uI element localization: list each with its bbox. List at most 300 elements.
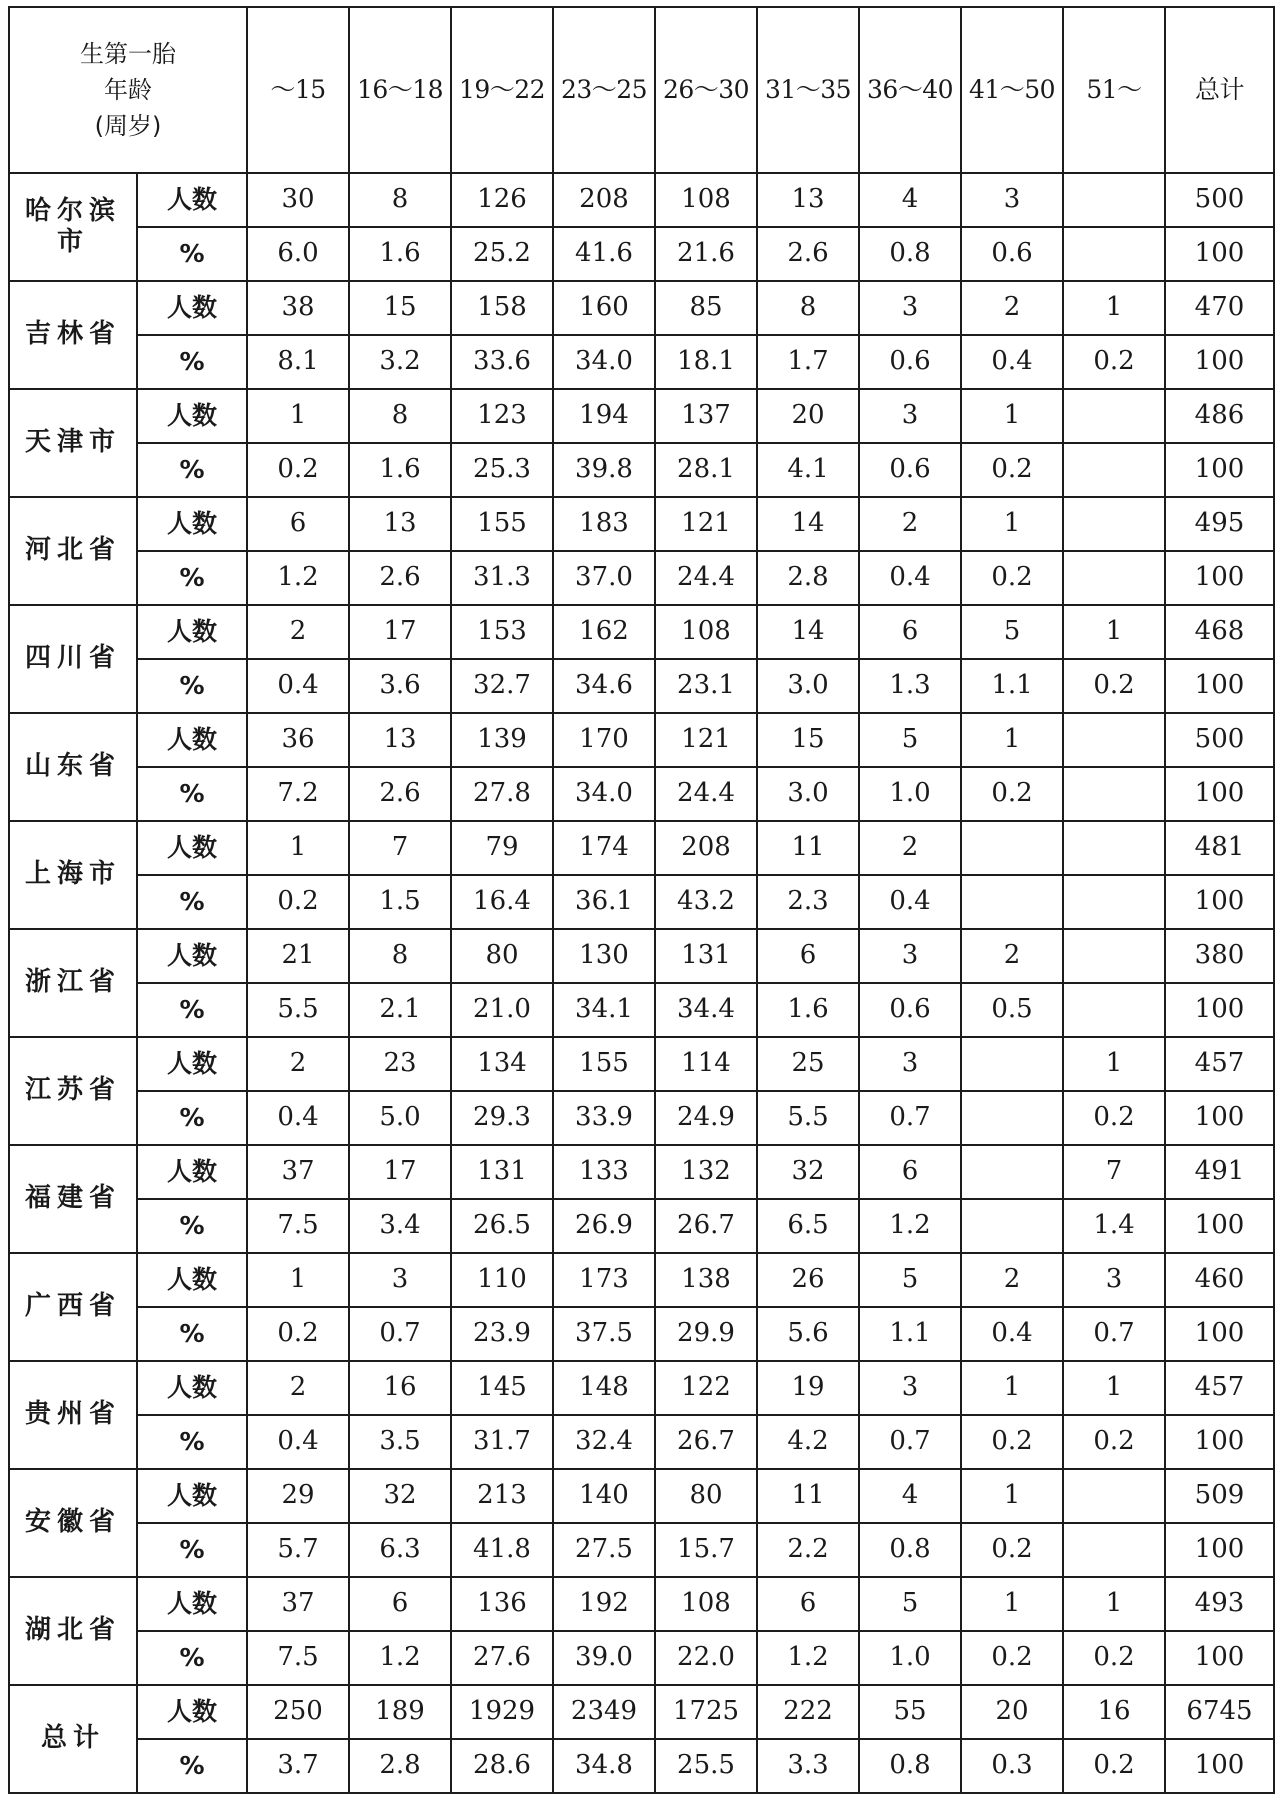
table-row [9, 821, 1274, 875]
data-cell [1063, 875, 1165, 929]
data-cell: 139 [451, 713, 553, 767]
data-cell: 2 [247, 1037, 349, 1091]
data-cell: 21.0 [451, 983, 553, 1037]
data-cell: 100 [1165, 767, 1274, 821]
measure-label-count: 人数 [137, 605, 247, 659]
data-cell: 100 [1165, 983, 1274, 1037]
data-cell [961, 1145, 1063, 1199]
data-cell: 4 [859, 1469, 961, 1523]
data-cell [1063, 551, 1165, 605]
data-cell: 20 [961, 1685, 1063, 1739]
table-row [9, 659, 1274, 713]
data-cell: 155 [553, 1037, 655, 1091]
data-cell: 0.4 [961, 1307, 1063, 1361]
data-cell: 148 [553, 1361, 655, 1415]
data-cell: 2.8 [757, 551, 859, 605]
data-cell: 34.6 [553, 659, 655, 713]
data-cell: 0.6 [961, 227, 1063, 281]
table-row [9, 1361, 1274, 1415]
data-cell: 36 [247, 713, 349, 767]
data-cell: 5 [859, 713, 961, 767]
data-cell: 19 [757, 1361, 859, 1415]
data-cell: 100 [1165, 1091, 1274, 1145]
data-cell: 1.2 [349, 1631, 451, 1685]
table-row [9, 1685, 1274, 1739]
data-cell: 1.6 [349, 443, 451, 497]
data-cell: 0.6 [859, 335, 961, 389]
data-cell: 17 [349, 1145, 451, 1199]
data-cell: 108 [655, 605, 757, 659]
data-cell: 32.4 [553, 1415, 655, 1469]
data-cell: 100 [1165, 1523, 1274, 1577]
data-cell: 1.7 [757, 335, 859, 389]
data-cell: 6.0 [247, 227, 349, 281]
column-header: 51～ [1063, 7, 1165, 173]
data-cell: 486 [1165, 389, 1274, 443]
data-cell: 0.2 [961, 1631, 1063, 1685]
data-cell: 5 [859, 1577, 961, 1631]
data-cell: 2 [247, 605, 349, 659]
data-cell: 28.1 [655, 443, 757, 497]
data-cell: 32.7 [451, 659, 553, 713]
data-cell: 1 [961, 1469, 1063, 1523]
data-cell: 7.5 [247, 1631, 349, 1685]
data-cell: 155 [451, 497, 553, 551]
measure-label-count: 人数 [137, 1253, 247, 1307]
region-label: 河北省 [9, 497, 137, 605]
data-cell: 7.2 [247, 767, 349, 821]
data-cell: 1 [1063, 1037, 1165, 1091]
data-cell: 126 [451, 173, 553, 227]
measure-label-count: 人数 [137, 929, 247, 983]
data-cell: 173 [553, 1253, 655, 1307]
data-cell: 25.3 [451, 443, 553, 497]
data-cell: 29 [247, 1469, 349, 1523]
data-cell: 29.3 [451, 1091, 553, 1145]
corner-header-cell [9, 7, 247, 173]
measure-label-percent: % [137, 227, 247, 281]
data-cell: 6 [859, 1145, 961, 1199]
table-row [9, 335, 1274, 389]
data-cell: 1 [247, 389, 349, 443]
data-cell: 23.9 [451, 1307, 553, 1361]
data-cell: 6.5 [757, 1199, 859, 1253]
data-cell: 8 [349, 929, 451, 983]
measure-label-percent: % [137, 1091, 247, 1145]
region-label: 天津市 [9, 389, 137, 497]
data-cell: 2.2 [757, 1523, 859, 1577]
data-cell: 3.0 [757, 767, 859, 821]
data-cell: 1725 [655, 1685, 757, 1739]
column-header: 26～30 [655, 7, 757, 173]
data-cell: 3.4 [349, 1199, 451, 1253]
table-row [9, 1037, 1274, 1091]
data-cell: 16.4 [451, 875, 553, 929]
data-cell: 0.4 [961, 335, 1063, 389]
data-cell: 1 [1063, 281, 1165, 335]
data-cell: 192 [553, 1577, 655, 1631]
data-cell: 32 [349, 1469, 451, 1523]
region-label: 四川省 [9, 605, 137, 713]
table-row [9, 1307, 1274, 1361]
table-row [9, 497, 1274, 551]
measure-label-percent: % [137, 1523, 247, 1577]
data-cell: 0.2 [961, 551, 1063, 605]
data-cell: 170 [553, 713, 655, 767]
measure-label-percent: % [137, 659, 247, 713]
data-cell: 140 [553, 1469, 655, 1523]
data-cell: 100 [1165, 443, 1274, 497]
data-cell: 3 [859, 1037, 961, 1091]
region-label: 广西省 [9, 1253, 137, 1361]
data-cell: 13 [349, 713, 451, 767]
data-cell: 5.5 [757, 1091, 859, 1145]
data-cell: 100 [1165, 1199, 1274, 1253]
region-label: 总计 [9, 1685, 137, 1793]
region-label: 贵州省 [9, 1361, 137, 1469]
data-cell: 134 [451, 1037, 553, 1091]
data-cell: 1 [961, 389, 1063, 443]
data-cell: 100 [1165, 335, 1274, 389]
data-cell: 1.5 [349, 875, 451, 929]
data-cell: 1.4 [1063, 1199, 1165, 1253]
table-row [9, 983, 1274, 1037]
table-row [9, 443, 1274, 497]
measure-label-percent: % [137, 551, 247, 605]
data-cell: 2 [961, 1253, 1063, 1307]
data-cell: 5.7 [247, 1523, 349, 1577]
data-cell: 3 [349, 1253, 451, 1307]
corner-line: (周岁) [94, 112, 162, 140]
data-cell: 2.6 [757, 227, 859, 281]
table-row [9, 1145, 1274, 1199]
data-cell: 108 [655, 173, 757, 227]
measure-label-percent: % [137, 767, 247, 821]
data-cell: 11 [757, 821, 859, 875]
data-cell: 23 [349, 1037, 451, 1091]
measure-label-percent: % [137, 335, 247, 389]
data-cell: 470 [1165, 281, 1274, 335]
data-cell: 3.7 [247, 1739, 349, 1793]
data-cell: 34.0 [553, 767, 655, 821]
table-row [9, 1253, 1274, 1307]
data-cell: 0.6 [859, 443, 961, 497]
data-cell: 468 [1165, 605, 1274, 659]
data-cell [1063, 227, 1165, 281]
data-cell: 27.8 [451, 767, 553, 821]
data-cell: 29.9 [655, 1307, 757, 1361]
measure-label-percent: % [137, 1739, 247, 1793]
data-cell: 0.2 [1063, 659, 1165, 713]
data-cell: 500 [1165, 173, 1274, 227]
data-cell: 7 [1063, 1145, 1165, 1199]
data-cell: 3 [859, 1361, 961, 1415]
data-cell: 6.3 [349, 1523, 451, 1577]
data-cell: 39.8 [553, 443, 655, 497]
table-row [9, 1199, 1274, 1253]
data-cell: 145 [451, 1361, 553, 1415]
table-row [9, 281, 1274, 335]
measure-label-percent: % [137, 1415, 247, 1469]
table-row [9, 1631, 1274, 1685]
column-header: 41～50 [961, 7, 1063, 173]
data-cell: 1929 [451, 1685, 553, 1739]
table-row [9, 767, 1274, 821]
table-row [9, 1577, 1274, 1631]
data-cell: 37 [247, 1145, 349, 1199]
data-cell: 0.4 [859, 875, 961, 929]
data-cell: 457 [1165, 1037, 1274, 1091]
data-cell [961, 1091, 1063, 1145]
data-cell: 6 [859, 605, 961, 659]
table-row [9, 551, 1274, 605]
data-cell [1063, 713, 1165, 767]
data-cell: 222 [757, 1685, 859, 1739]
data-cell: 174 [553, 821, 655, 875]
data-cell: 18.1 [655, 335, 757, 389]
data-cell: 37.5 [553, 1307, 655, 1361]
data-cell: 3.0 [757, 659, 859, 713]
column-header: ～15 [247, 7, 349, 173]
region-label: 湖北省 [9, 1577, 137, 1685]
table-row [9, 173, 1274, 227]
data-cell: 153 [451, 605, 553, 659]
table-row [9, 929, 1274, 983]
data-cell: 481 [1165, 821, 1274, 875]
data-cell: 13 [349, 497, 451, 551]
measure-label-percent: % [137, 1307, 247, 1361]
data-cell: 4 [859, 173, 961, 227]
data-cell: 0.2 [1063, 335, 1165, 389]
data-cell: 1.2 [757, 1631, 859, 1685]
measure-label-count: 人数 [137, 1685, 247, 1739]
table-row [9, 1523, 1274, 1577]
table-row [9, 1469, 1274, 1523]
region-label: 上海市 [9, 821, 137, 929]
data-cell: 7 [349, 821, 451, 875]
data-cell: 1 [961, 713, 1063, 767]
data-cell: 208 [655, 821, 757, 875]
data-cell: 0.2 [247, 875, 349, 929]
measure-label-count: 人数 [137, 173, 247, 227]
data-cell: 24.4 [655, 551, 757, 605]
data-cell: 32 [757, 1145, 859, 1199]
data-cell: 194 [553, 389, 655, 443]
data-cell: 80 [451, 929, 553, 983]
measure-label-count: 人数 [137, 1469, 247, 1523]
data-cell: 1.6 [757, 983, 859, 1037]
region-label: 哈尔滨市 [9, 173, 137, 281]
data-cell: 41.8 [451, 1523, 553, 1577]
data-cell: 2349 [553, 1685, 655, 1739]
data-cell: 1.1 [859, 1307, 961, 1361]
data-cell: 136 [451, 1577, 553, 1631]
data-cell: 132 [655, 1145, 757, 1199]
column-header: 16～18 [349, 7, 451, 173]
data-cell: 0.2 [961, 1415, 1063, 1469]
data-cell: 5 [859, 1253, 961, 1307]
data-cell: 3.6 [349, 659, 451, 713]
data-cell: 460 [1165, 1253, 1274, 1307]
data-cell: 55 [859, 1685, 961, 1739]
measure-label-count: 人数 [137, 281, 247, 335]
data-cell: 114 [655, 1037, 757, 1091]
data-cell: 6 [247, 497, 349, 551]
data-cell [1063, 1469, 1165, 1523]
data-cell [1063, 1523, 1165, 1577]
data-cell: 0.5 [961, 983, 1063, 1037]
data-cell: 208 [553, 173, 655, 227]
data-cell: 5.5 [247, 983, 349, 1037]
measure-label-percent: % [137, 983, 247, 1037]
data-cell: 0.2 [961, 1523, 1063, 1577]
data-cell: 1 [247, 1253, 349, 1307]
data-cell: 25.5 [655, 1739, 757, 1793]
data-cell: 110 [451, 1253, 553, 1307]
data-cell: 2 [961, 929, 1063, 983]
data-cell: 8 [757, 281, 859, 335]
data-cell: 183 [553, 497, 655, 551]
data-cell [961, 875, 1063, 929]
data-cell [1063, 929, 1165, 983]
data-cell: 0.7 [1063, 1307, 1165, 1361]
column-header: 19～22 [451, 7, 553, 173]
data-cell: 1.2 [247, 551, 349, 605]
data-cell: 0.7 [859, 1091, 961, 1145]
data-cell: 33.9 [553, 1091, 655, 1145]
data-cell: 0.3 [961, 1739, 1063, 1793]
data-cell: 79 [451, 821, 553, 875]
data-cell: 2 [859, 821, 961, 875]
data-cell: 80 [655, 1469, 757, 1523]
data-cell: 100 [1165, 1739, 1274, 1793]
data-cell: 31.7 [451, 1415, 553, 1469]
data-cell [1063, 443, 1165, 497]
data-cell: 1.2 [859, 1199, 961, 1253]
data-cell: 3 [859, 389, 961, 443]
data-cell [1063, 173, 1165, 227]
data-cell: 100 [1165, 659, 1274, 713]
data-cell: 21.6 [655, 227, 757, 281]
data-cell: 100 [1165, 551, 1274, 605]
data-cell: 27.6 [451, 1631, 553, 1685]
data-cell: 21 [247, 929, 349, 983]
data-cell: 23.1 [655, 659, 757, 713]
data-cell: 34.1 [553, 983, 655, 1037]
data-cell: 34.4 [655, 983, 757, 1037]
table-row [9, 713, 1274, 767]
measure-label-percent: % [137, 875, 247, 929]
data-cell: 4.2 [757, 1415, 859, 1469]
data-cell: 0.7 [859, 1415, 961, 1469]
data-cell: 457 [1165, 1361, 1274, 1415]
data-cell: 1.1 [961, 659, 1063, 713]
column-header: 31～35 [757, 7, 859, 173]
column-header: 23～25 [553, 7, 655, 173]
data-cell [961, 1199, 1063, 1253]
table-row [9, 1739, 1274, 1793]
data-cell: 16 [1063, 1685, 1165, 1739]
data-cell: 100 [1165, 1307, 1274, 1361]
corner-line: 年龄 [104, 76, 152, 104]
data-cell: 5.0 [349, 1091, 451, 1145]
data-cell: 43.2 [655, 875, 757, 929]
data-cell: 131 [655, 929, 757, 983]
data-cell: 26.7 [655, 1415, 757, 1469]
data-cell: 0.2 [247, 1307, 349, 1361]
measure-label-count: 人数 [137, 713, 247, 767]
data-cell: 6 [757, 929, 859, 983]
table-row [9, 389, 1274, 443]
data-cell: 100 [1165, 875, 1274, 929]
corner-line: 生第一胎 [80, 40, 176, 68]
data-cell: 15.7 [655, 1523, 757, 1577]
data-cell: 131 [451, 1145, 553, 1199]
data-cell: 0.2 [1063, 1739, 1165, 1793]
data-cell: 27.5 [553, 1523, 655, 1577]
data-cell: 160 [553, 281, 655, 335]
data-cell: 6745 [1165, 1685, 1274, 1739]
region-label: 山东省 [9, 713, 137, 821]
table-row [9, 605, 1274, 659]
data-cell [1063, 389, 1165, 443]
header-row [9, 7, 1274, 173]
data-cell: 2.3 [757, 875, 859, 929]
data-cell: 0.2 [961, 767, 1063, 821]
column-header: 36～40 [859, 7, 961, 173]
data-cell: 26.9 [553, 1199, 655, 1253]
data-cell: 0.2 [1063, 1091, 1165, 1145]
data-cell [961, 1037, 1063, 1091]
data-cell: 15 [757, 713, 859, 767]
data-cell: 2.1 [349, 983, 451, 1037]
data-cell: 189 [349, 1685, 451, 1739]
data-cell: 5 [961, 605, 1063, 659]
data-cell: 13 [757, 173, 859, 227]
data-cell: 100 [1165, 1415, 1274, 1469]
data-cell: 26.5 [451, 1199, 553, 1253]
data-cell: 31.3 [451, 551, 553, 605]
data-cell: 11 [757, 1469, 859, 1523]
data-cell: 4.1 [757, 443, 859, 497]
measure-label-count: 人数 [137, 497, 247, 551]
data-cell: 0.2 [961, 443, 1063, 497]
region-label: 江苏省 [9, 1037, 137, 1145]
table-row [9, 875, 1274, 929]
data-cell: 1 [1063, 1577, 1165, 1631]
data-cell [1063, 821, 1165, 875]
data-cell: 2.8 [349, 1739, 451, 1793]
data-cell: 1.0 [859, 1631, 961, 1685]
data-cell: 1 [247, 821, 349, 875]
data-cell: 14 [757, 497, 859, 551]
measure-label-count: 人数 [137, 821, 247, 875]
data-cell: 133 [553, 1145, 655, 1199]
data-cell: 25.2 [451, 227, 553, 281]
data-cell: 491 [1165, 1145, 1274, 1199]
data-cell: 8.1 [247, 335, 349, 389]
region-label: 吉林省 [9, 281, 137, 389]
data-cell: 3.5 [349, 1415, 451, 1469]
data-cell: 20 [757, 389, 859, 443]
data-cell: 0.8 [859, 1739, 961, 1793]
column-header-total: 总计 [1165, 7, 1274, 173]
data-cell: 6 [349, 1577, 451, 1631]
data-cell: 1 [961, 1361, 1063, 1415]
data-cell: 28.6 [451, 1739, 553, 1793]
data-cell: 138 [655, 1253, 757, 1307]
data-cell: 41.6 [553, 227, 655, 281]
